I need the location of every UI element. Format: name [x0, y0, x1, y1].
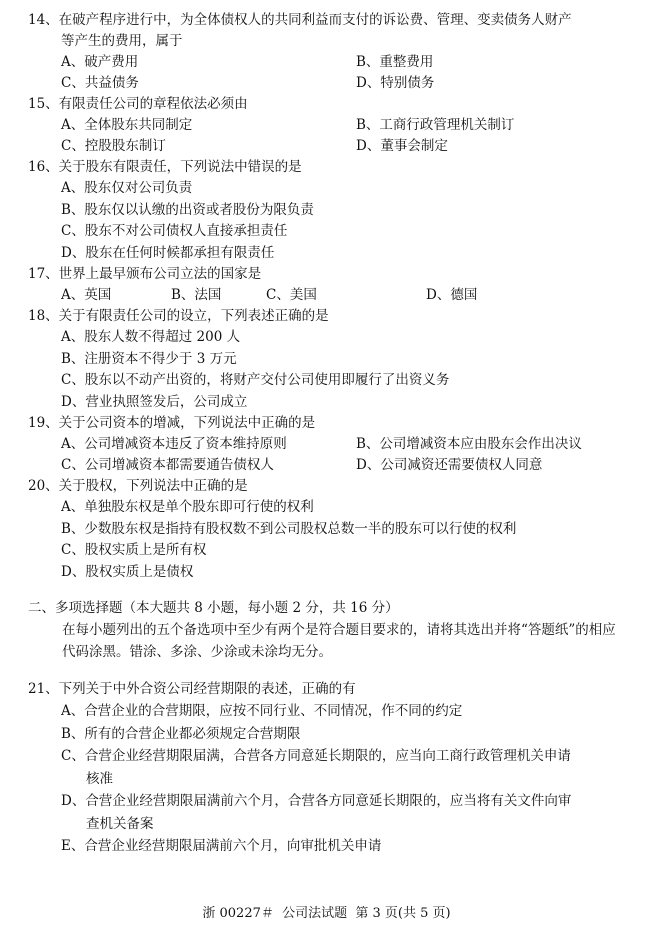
option-b: B、少数股东权是指持有股权数不到公司股权总数一半的股东可以行使的权利 — [61, 520, 517, 537]
section-instructions: 在每小题列出的五个备选项中至少有两个是符合题目要求的，请将其选出并将“答题纸”的相应代码涂黑。错涂、多涂、少涂或未涂均无分。 — [62, 622, 616, 660]
question-stem: 16、关于股东有限责任，下列说法中错误的是 — [28, 159, 302, 175]
option-d-continued: 查机关备案 — [86, 815, 154, 832]
question-stem: 15、有限责任公司的章程依法必须由 — [28, 96, 248, 112]
question-17 — [28, 264, 629, 306]
section-multiple-choice — [28, 597, 629, 663]
option-b: B、注册资本不得少于 3 万元 — [61, 350, 237, 367]
options-list — [28, 327, 629, 413]
option-a: A、单独股东权是单个股东即可行使的权利 — [61, 499, 314, 515]
option-d: D、德国 — [426, 287, 478, 303]
options-list — [28, 700, 629, 768]
options-grid — [28, 52, 629, 94]
option-c: C、股东不对公司债权人直接承担责任 — [61, 223, 288, 239]
option-d: D、特别债务 — [356, 75, 435, 91]
option-c: C、公司增减资本都需要通告债权人 — [61, 457, 274, 473]
question-stem: 21、下列关于中外合资公司经营期限的表述，正确的有 — [28, 681, 356, 697]
question-14 — [28, 10, 629, 94]
option-a: A、英国 — [61, 287, 112, 303]
option-d: D、董事会制定 — [356, 138, 448, 154]
option-b: B、重整费用 — [356, 54, 434, 70]
options-list — [28, 497, 629, 583]
option-b: B、所有的合营企业都必须规定合营期限 — [61, 725, 301, 742]
option-e: E、合营企业经营期限届满前六个月，向审批机关申请 — [61, 838, 382, 854]
question-19 — [28, 413, 629, 476]
option-b: B、公司增减资本应由股东会作出决议 — [356, 436, 582, 452]
question-stem: 18、关于有限责任公司的设立，下列表述正确的是 — [28, 308, 329, 324]
section-title: 二、多项选择题（本大题共 8 小题，每小题 2 分，共 16 分） — [28, 600, 399, 616]
option-c: C、控股股东制订 — [61, 138, 166, 154]
question-stem: 19、关于公司资本的增减，下列说法中正确的是 — [28, 415, 316, 431]
page-footer: 浙 00227＃ 公司法试题 第 3 页(共 5 页) — [202, 906, 451, 921]
spacer — [28, 663, 629, 679]
option-c: C、美国 — [266, 287, 317, 303]
options-grid — [28, 434, 629, 476]
question-21 — [28, 679, 629, 858]
option-c: C、共益债务 — [61, 75, 139, 91]
question-16 — [28, 157, 629, 264]
question-18 — [28, 306, 629, 413]
question-15 — [28, 94, 629, 157]
options-list — [28, 178, 629, 264]
option-d: D、股东在任何时候都承担有限责任 — [61, 244, 275, 261]
option-a: A、股东人数不得超过 200 人 — [61, 329, 241, 345]
question-stem: 17、世界上最早颁布公司立法的国家是 — [28, 266, 262, 282]
question-stem: 20、关于股权，下列说法中正确的是 — [28, 478, 248, 494]
option-b: B、股东仅以认缴的出资或者股份为限负责 — [61, 201, 314, 218]
question-stem-continued: 等产生的费用，属于 — [61, 33, 183, 49]
option-d: D、股权实质上是债权 — [61, 563, 194, 580]
options-list — [28, 835, 629, 858]
option-a: A、全体股东共同制定 — [61, 117, 193, 133]
option-c: C、合营企业经营期限届满，合营各方同意延长期限的，应当向工商行政管理机关申请 — [61, 748, 571, 764]
option-d: D、合营企业经营期限届满前六个月，合营各方同意延长期限的，应当将有关文件向审 — [61, 793, 572, 809]
option-c-continued: 核准 — [86, 770, 113, 787]
question-20 — [28, 476, 629, 583]
options-grid — [28, 115, 629, 157]
question-stem: 14、在破产程序进行中，为全体债权人的共同利益而支付的诉讼费、管理、变卖债务人财产 — [28, 12, 572, 28]
options-row — [28, 285, 629, 306]
option-a: A、破产费用 — [61, 54, 139, 70]
option-c: C、股权实质上是所有权 — [61, 542, 207, 558]
option-a: A、合营企业的合营期限，应按不同行业、不同情况，作不同的约定 — [61, 703, 463, 719]
option-d: D、营业执照签发后，公司成立 — [61, 393, 248, 410]
option-d: D、公司减资还需要债权人同意 — [356, 457, 543, 473]
options-list — [28, 790, 629, 813]
option-c: C、股东以不动产出资的，将财产交付公司使用即履行了出资义务 — [61, 372, 450, 388]
option-b: B、工商行政管理机关制订 — [356, 117, 515, 133]
option-a: A、公司增减资本违反了资本维持原则 — [61, 436, 287, 452]
option-a: A、股东仅对公司负责 — [61, 180, 193, 196]
option-b: B、法国 — [171, 287, 222, 303]
